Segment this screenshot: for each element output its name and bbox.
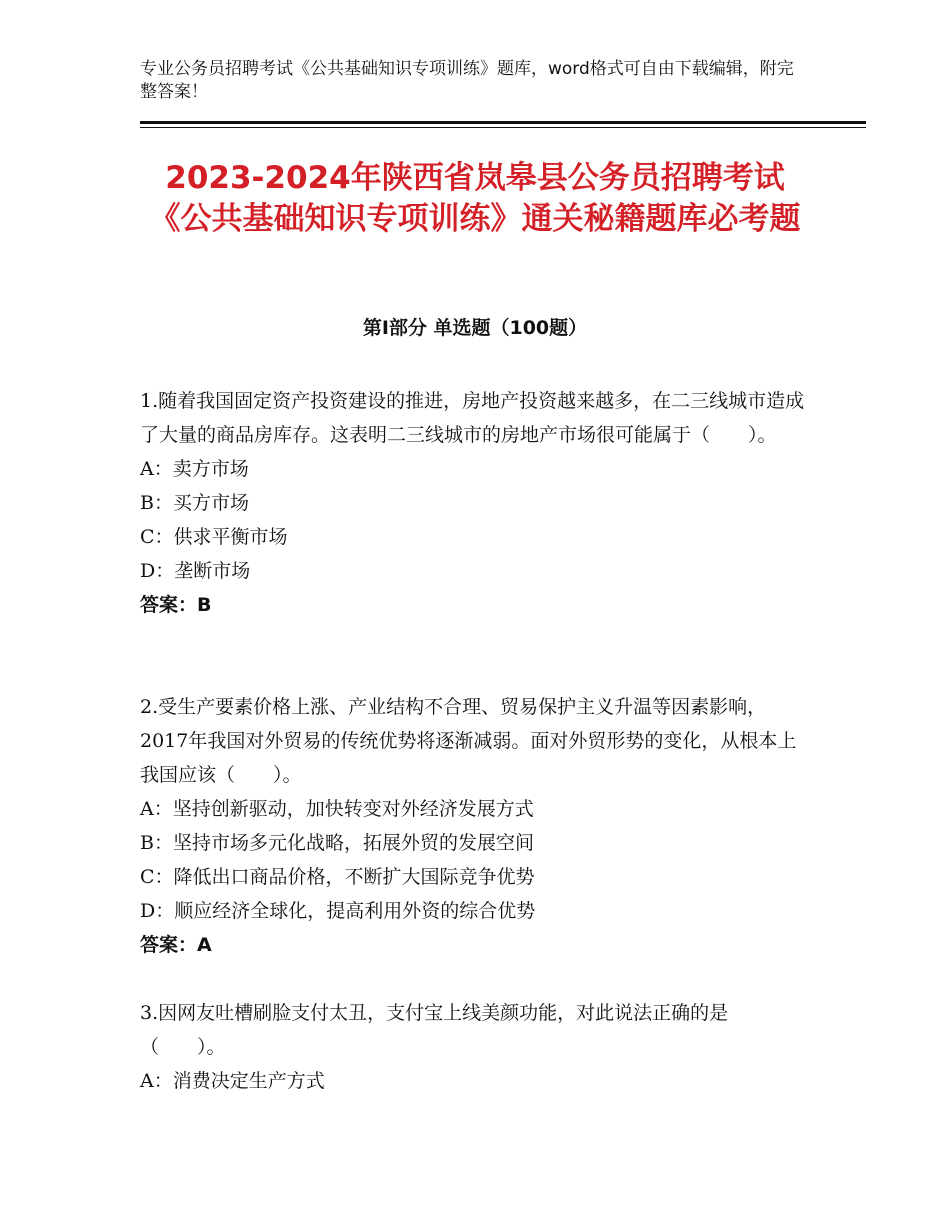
option-d: D：顺应经济全球化，提高利用外资的综合优势: [140, 900, 536, 922]
header-note: 专业公务员招聘考试《公共基础知识专项训练》题库，word格式可自由下载编辑，附完整答案！: [140, 59, 794, 102]
option-c: C：降低出口商品价格，不断扩大国际竞争优势: [140, 866, 535, 888]
header-rule-thin: [140, 127, 866, 128]
question-stem: 1.随着我国固定资产投资建设的推进，房地产投资越来越多，在二三线城市造成了大量的商品房库存。这表明二三线城市的房地产市场很可能属于（ ）。: [140, 390, 805, 446]
question-stem: 2.受生产要素价格上涨、产业结构不合理、贸易保护主义升温等因素影响，2017年我国对外贸易的传统优势将逐渐减弱。面对外贸形势的变化，从根本上我国应该（ ）。: [140, 696, 797, 786]
answer-line: 答案：B: [140, 594, 212, 616]
question-2: [140, 690, 810, 962]
option-a: A：坚持创新驱动，加快转变对外经济发展方式: [140, 798, 534, 820]
option-c: C：供求平衡市场: [140, 526, 288, 548]
answer-line: 答案：A: [140, 934, 212, 956]
option-b: B：买方市场: [140, 492, 249, 514]
document-title: 2023-2024年陕西省岚皋县公务员招聘考试《公共基础知识专项训练》通关秘籍题库必考题: [149, 160, 801, 237]
option-a: A：消费决定生产方式: [140, 1070, 325, 1092]
question-1: [140, 384, 810, 622]
header-rule-thick: [140, 121, 866, 124]
section-heading: 第I部分 单选题（100题）: [362, 317, 588, 339]
question-stem: 3.因网友吐槽刷脸支付太丑，支付宝上线美颜功能，对此说法正确的是（ ）。: [140, 1002, 729, 1058]
option-d: D：垄断市场: [140, 560, 251, 582]
question-3: [140, 996, 810, 1098]
option-a: A：卖方市场: [140, 458, 249, 480]
option-b: B：坚持市场多元化战略，拓展外贸的发展空间: [140, 832, 534, 854]
